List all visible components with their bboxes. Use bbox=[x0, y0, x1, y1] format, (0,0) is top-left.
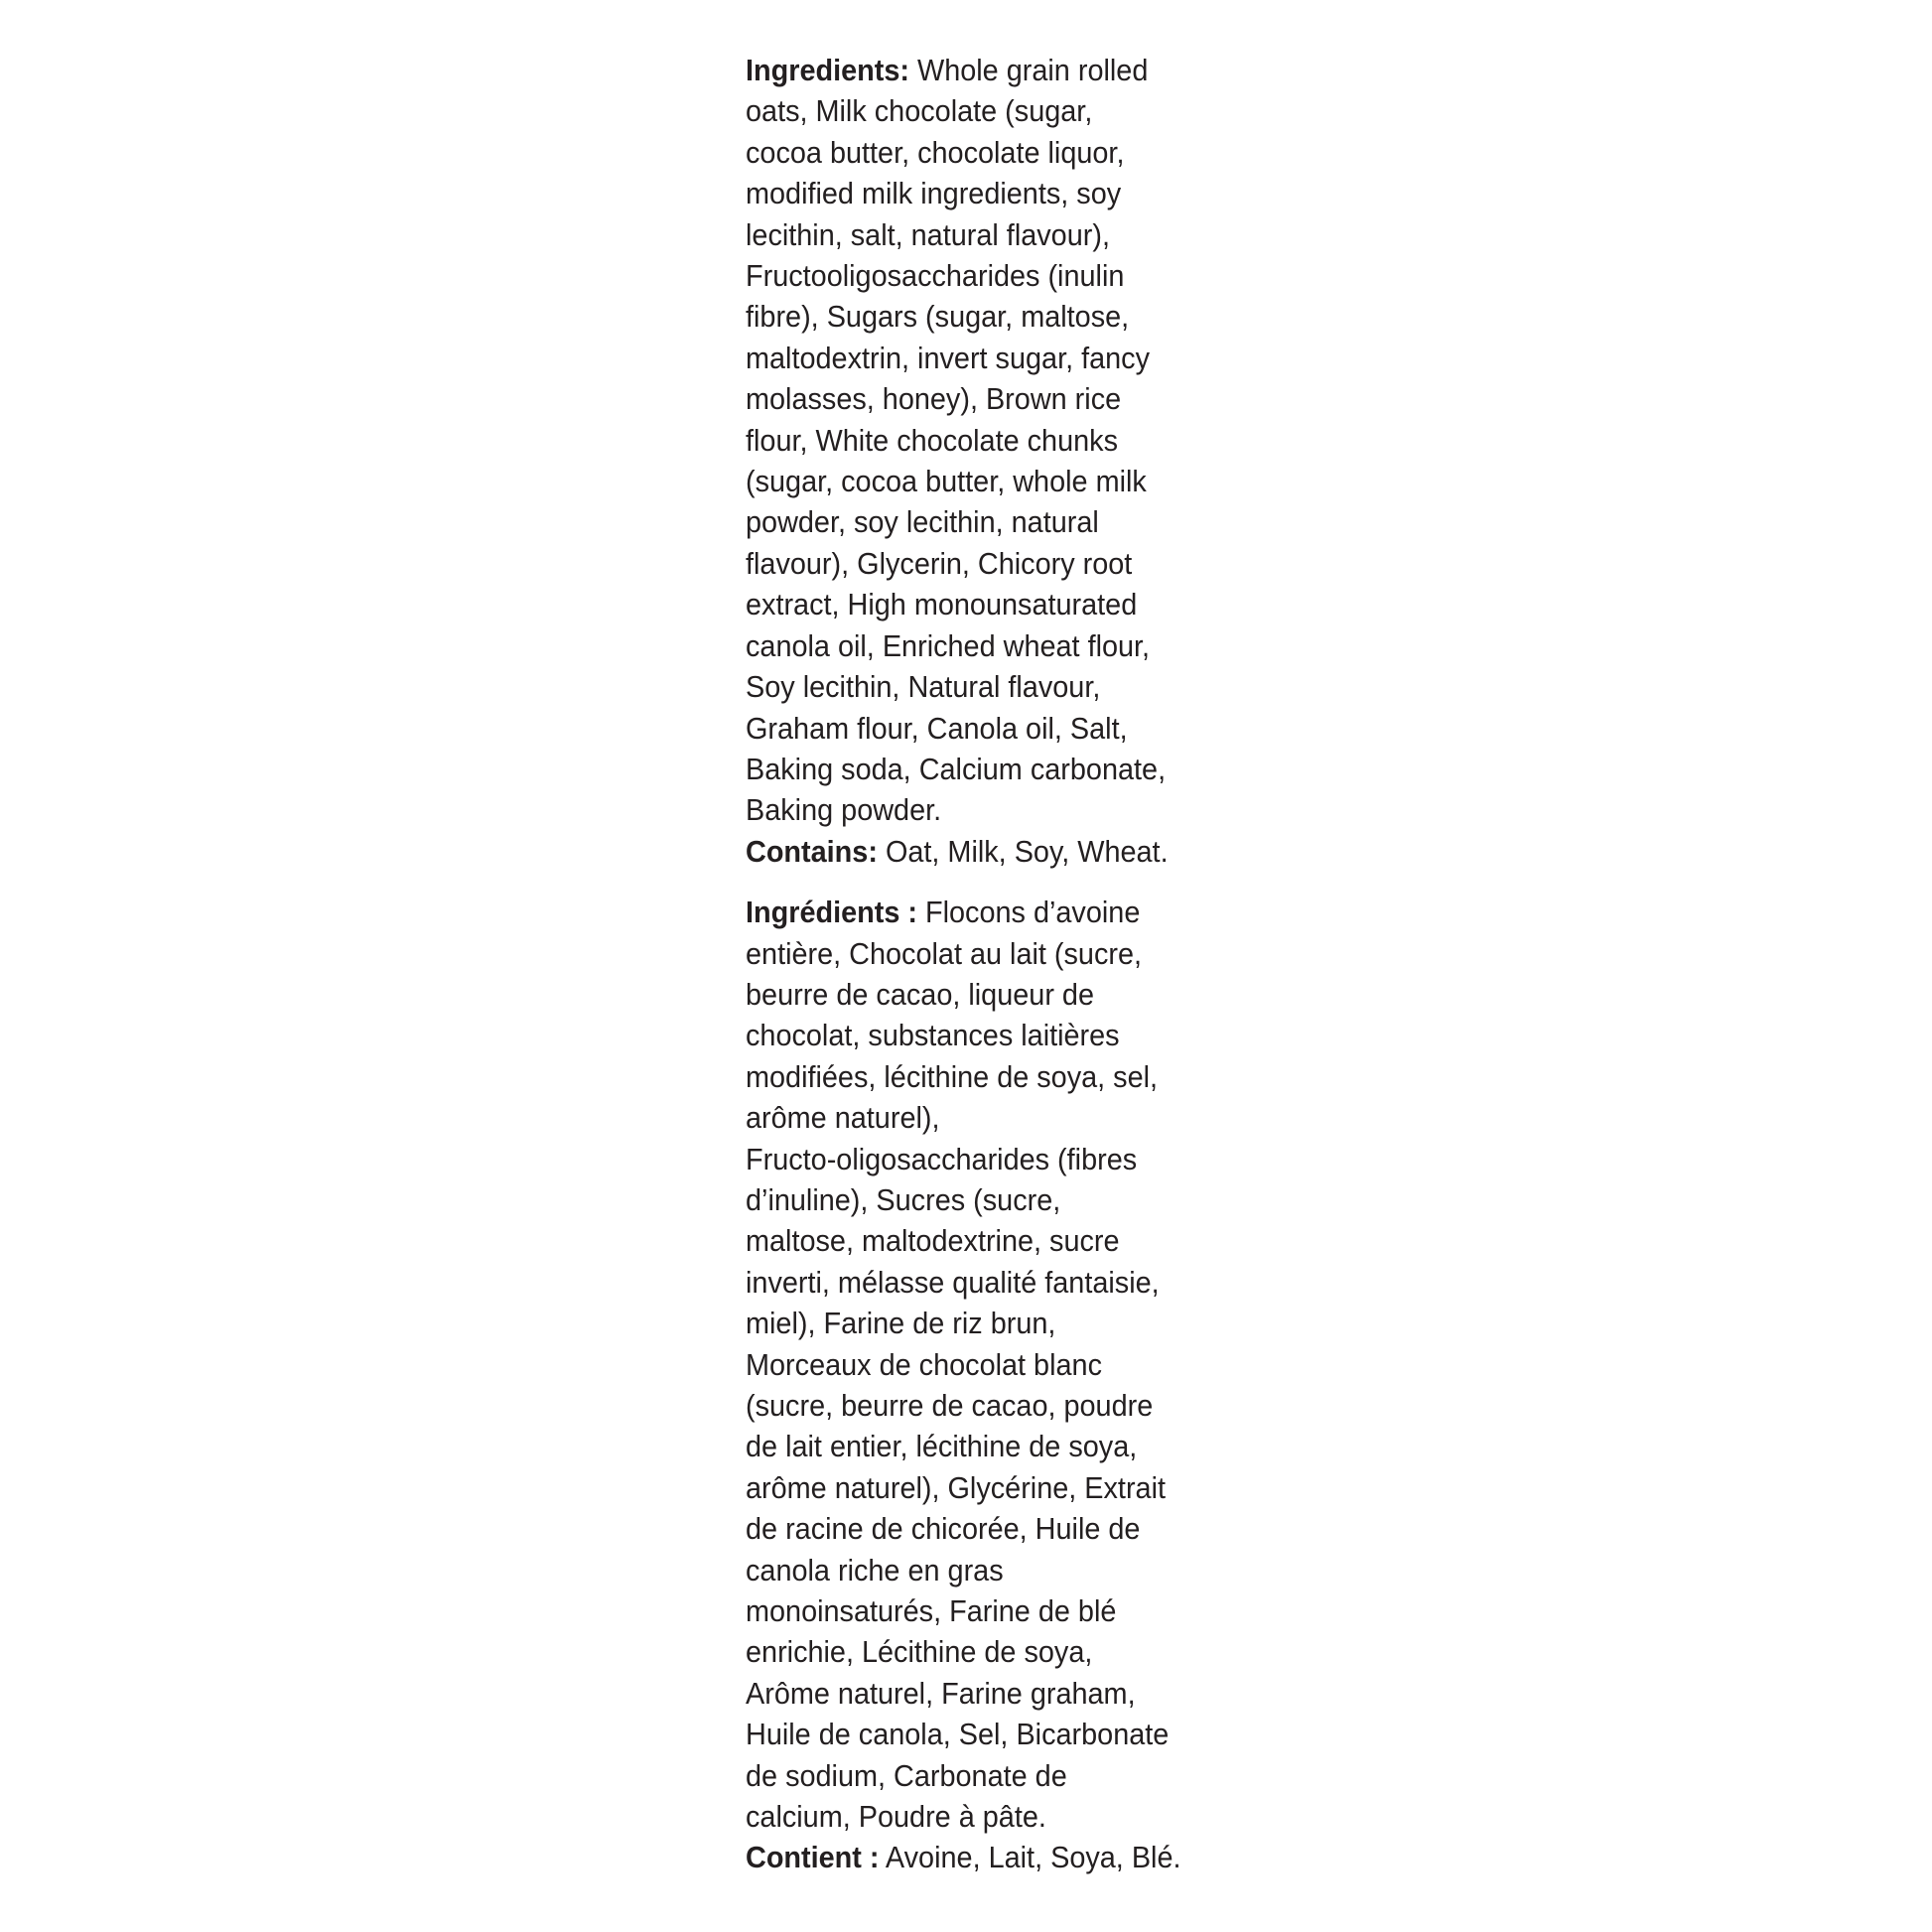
english-ingredients-line: maltodextrin, invert sugar, fancy bbox=[746, 340, 1151, 375]
english-ingredients-line: molasses, honey), Brown rice bbox=[746, 381, 1122, 417]
french-ingredients-line: Arôme naturel, Farine graham, bbox=[746, 1675, 1136, 1711]
french-ingredients-line: d’inuline), Sucres (sucre, bbox=[746, 1181, 1061, 1217]
french-ingredients-line: calcium, Poudre à pâte. bbox=[746, 1799, 1046, 1835]
english-ingredients-line: Soy lecithin, Natural flavour, bbox=[746, 669, 1101, 705]
english-ingredients-block bbox=[746, 50, 1179, 872]
french-ingredients-line: Fructo-oligosaccharides (fibres bbox=[746, 1141, 1138, 1176]
english-ingredients-line: Baking powder. bbox=[746, 792, 942, 828]
english-ingredients-text: Whole grain rolled bbox=[908, 53, 1149, 87]
french-ingredients-line: (sucre, beurre de cacao, poudre bbox=[746, 1388, 1154, 1423]
english-ingredients-line: Graham flour, Canola oil, Salt, bbox=[746, 710, 1128, 746]
english-ingredients-line: oats, Milk chocolate (sugar, bbox=[746, 93, 1093, 129]
french-ingredients-line: enrichie, Lécithine de soya, bbox=[746, 1634, 1093, 1670]
english-contains-line bbox=[746, 831, 1179, 872]
english-ingredients-line: (sugar, cocoa butter, whole milk bbox=[746, 464, 1147, 499]
french-ingredients-line: canola riche en gras bbox=[746, 1552, 1004, 1587]
english-ingredients-line: lecithin, salt, natural flavour), bbox=[746, 216, 1110, 252]
english-ingredients-line: fibre), Sugars (sugar, maltose, bbox=[746, 299, 1130, 335]
english-ingredients-line: flavour), Glycerin, Chicory root bbox=[746, 545, 1133, 581]
english-ingredients-heading: Ingredients: bbox=[746, 53, 909, 87]
english-ingredients-line: canola oil, Enriched wheat flour, bbox=[746, 627, 1151, 663]
french-ingredients-line: inverti, mélasse qualité fantaisie, bbox=[746, 1264, 1160, 1300]
french-ingredients-line: Huile de canola, Sel, Bicarbonate bbox=[746, 1717, 1170, 1752]
french-ingredients-line: Morceaux de chocolat blanc bbox=[746, 1346, 1102, 1382]
french-ingredients-line: maltose, maltodextrine, sucre bbox=[746, 1223, 1120, 1259]
french-ingredients-line: monoinsaturés, Farine de blé bbox=[746, 1593, 1117, 1629]
french-ingredients-heading: Ingrédients : bbox=[746, 895, 917, 930]
french-ingredients-line: beurre de cacao, liqueur de bbox=[746, 976, 1095, 1012]
english-ingredients-line: modified milk ingredients, soy bbox=[746, 176, 1122, 211]
french-ingredients-line: de racine de chicorée, Huile de bbox=[746, 1511, 1141, 1547]
english-contains-text: Oat, Milk, Soy, Wheat. bbox=[877, 833, 1169, 869]
french-ingredients-line: chocolat, substances laitières bbox=[746, 1018, 1120, 1053]
french-ingredients-line: de lait entier, lécithine de soya, bbox=[746, 1429, 1138, 1464]
ingredients-label-panel bbox=[746, 50, 1179, 1878]
french-ingredients-line: modifiées, lécithine de soya, sel, bbox=[746, 1058, 1159, 1094]
french-ingredients-line-1 bbox=[746, 892, 1179, 932]
french-ingredients-line: miel), Farine de riz brun, bbox=[746, 1306, 1056, 1341]
french-ingredients-line: de sodium, Carbonate de bbox=[746, 1757, 1067, 1793]
english-contains-heading: Contains: bbox=[746, 833, 878, 869]
french-ingredients-text: Flocons d’avoine bbox=[916, 895, 1141, 930]
french-contains-heading: Contient : bbox=[746, 1840, 880, 1875]
english-ingredients-line: Baking soda, Calcium carbonate, bbox=[746, 751, 1167, 786]
english-ingredients-line-1 bbox=[746, 50, 1179, 90]
french-ingredients-block bbox=[746, 892, 1179, 1878]
english-ingredients-line: cocoa butter, chocolate liquor, bbox=[746, 134, 1125, 170]
french-ingredients-line: arôme naturel), bbox=[746, 1100, 940, 1136]
english-ingredients-line: extract, High monounsaturated bbox=[746, 587, 1138, 622]
french-contains-line bbox=[746, 1837, 1179, 1877]
english-ingredients-line: flour, White chocolate chunks bbox=[746, 422, 1118, 458]
french-contains-text: Avoine, Lait, Soya, Blé. bbox=[879, 1840, 1181, 1875]
french-ingredients-line: arôme naturel), Glycérine, Extrait bbox=[746, 1469, 1166, 1505]
english-ingredients-line: Fructooligosaccharides (inulin bbox=[746, 258, 1125, 294]
english-ingredients-line: powder, soy lecithin, natural bbox=[746, 504, 1099, 540]
french-ingredients-line: entière, Chocolat au lait (sucre, bbox=[746, 935, 1143, 971]
